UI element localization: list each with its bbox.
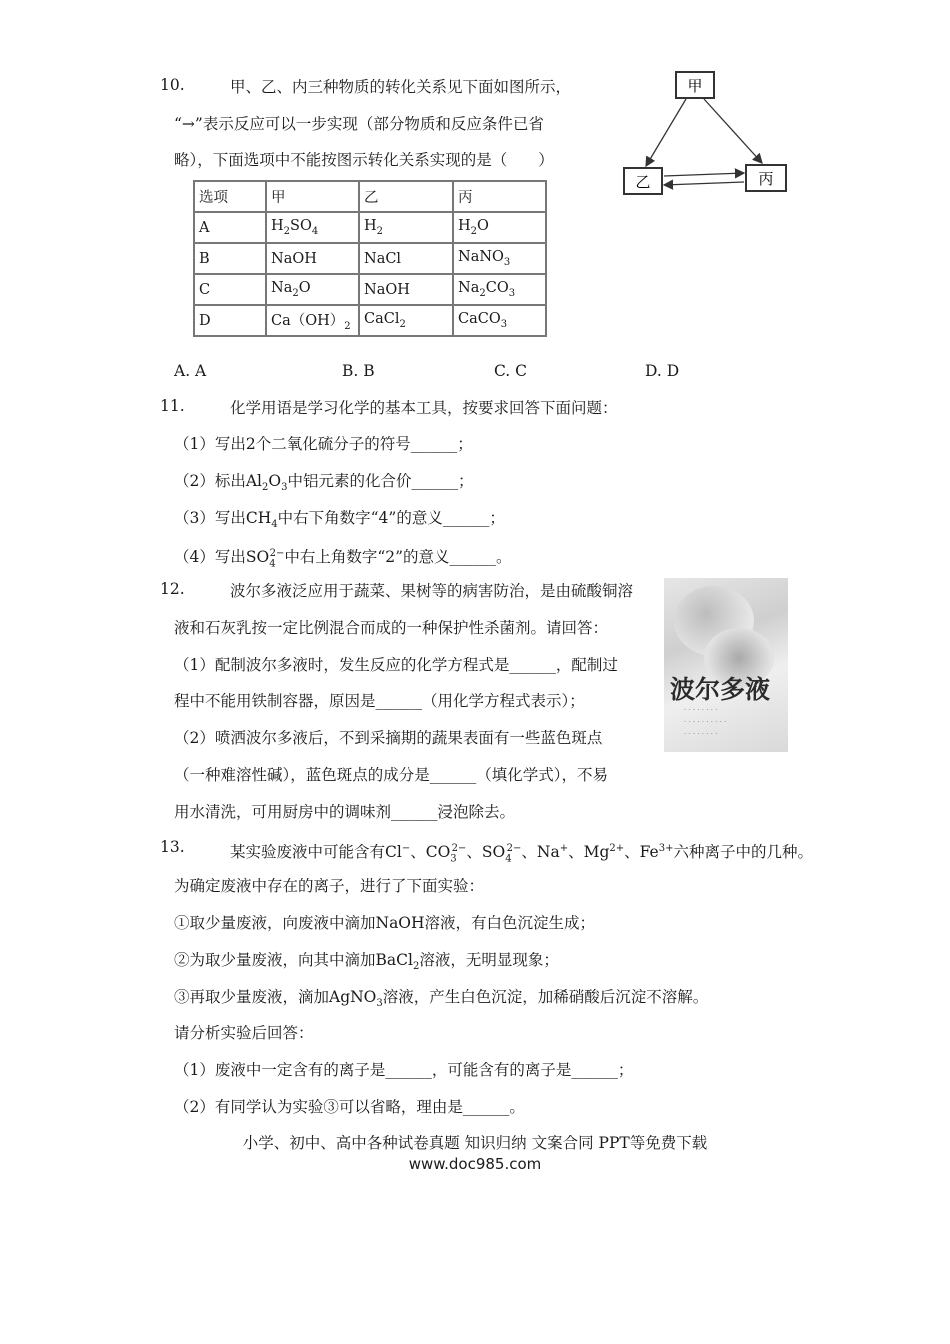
q10-line3: 略），下面选项中不能按图示转化关系实现的是（ ） [174,151,554,169]
choice-a: A. A [174,362,207,380]
table-cell-option: B [194,243,266,274]
q11-part2: （2）标出$Al_2O_3$中铝元素的化合价______； [174,472,474,494]
q11-number: 11. [160,397,185,415]
q13-prompt: 请分析实验后回答： [174,1024,314,1042]
q12-line4: 程中不能用铁制容器，原因是______（用化学方程式表示）； [174,692,585,710]
table-cell-option: C [194,274,266,305]
choice-b: B. B [342,362,375,380]
table-header-cell: 选项 [194,181,266,212]
table-cell-bing: CaCO$_3$ [453,305,546,336]
arrow-jia-to-yi [646,99,686,166]
table-cell-yi: NaOH [359,274,453,305]
q11-part4: （4）写出$SO_4^{2-}$中右上角数字“2”的意义______。 [174,548,512,570]
table-row [194,274,546,305]
q11-part3: （3）写出$CH_4$中右下角数字“4”的意义______； [174,509,505,531]
table-cell-bing: $Na_2CO_3$ [453,274,546,305]
bordeaux-mixture-photo: 波尔多液 · · · · · · · · · · · · · · · · · · · · · · · · · · [664,578,788,752]
table-cell-yi: $H_2$ [359,212,453,243]
footer-website[interactable]: www.doc985.com [408,1155,542,1173]
table-row [194,212,546,243]
table-header-row [194,181,546,212]
arrow-yi-to-bing [664,173,744,176]
table-cell-jia: $Na_2O$ [266,274,359,305]
q12-line2: 液和石灰乳按一定比例混合而成的一种保护性杀菌剂。请回答： [174,619,609,637]
footer-text: 小学、初中、高中各种试卷真题 知识归纳 文案合同 PPT等免费下载 [242,1134,708,1152]
table-cell-jia: $H_2SO_4$ [266,212,359,243]
table-cell-yi: NaCl [359,243,453,274]
table-cell-bing: $H_2O$ [453,212,546,243]
q13-answer2: （2）有同学认为实验③可以省略，理由是______。 [174,1098,525,1116]
table-cell-jia: NaOH [266,243,359,274]
options-table [193,180,547,337]
diagram-label-yi: 乙 [635,173,651,191]
q12-line7: 用水清洗，可用厨房中的调味剂______浸泡除去。 [174,803,516,821]
q12-number: 12. [160,580,185,598]
arrow-jia-to-bing [704,99,762,163]
q10-line1: 甲、乙、内三种物质的转化关系见下面如图所示， [230,78,572,96]
diagram-label-bing: 丙 [758,170,774,188]
q12-line6: （一种难溶性碱），蓝色斑点的成分是______（填化学式），不易 [174,766,609,784]
table-header-cell: 丙 [453,181,546,212]
q13-step3: ③再取少量废液，滴加AgNO$_3$溶液，产生白色沉淀，加稀硝酸后沉淀不溶解。 [174,988,709,1010]
q13-answer1: （1）废液中一定含有的离子是______，可能含有的离子是______； [174,1061,634,1079]
table-header-cell: 甲 [266,181,359,212]
table-cell-bing: NaNO$_3$ [453,243,546,274]
q13-number: 13. [160,838,185,856]
choice-c: C. C [494,362,528,380]
q13-step1: ①取少量废液，向废液中滴加NaOH溶液，有白色沉淀生成； [174,914,596,932]
table-row [194,305,546,336]
choice-d: D. D [645,362,680,380]
diagram-label-jia: 甲 [687,77,703,95]
q13-line2: 为确定废液中存在的离子，进行了下面实验： [174,877,485,895]
q11-part1: （1）写出2个二氧化硫分子的符号______； [174,435,473,453]
table-row [194,243,546,274]
q10-line2: “→”表示反应可以一步实现（部分物质和反应条件已省 [174,115,544,133]
transformation-diagram [616,68,796,198]
table-header-cell: 乙 [359,181,453,212]
table-cell-yi: CaCl$_2$ [359,305,453,336]
table-cell-option: D [194,305,266,336]
table-cell-jia: $Ca(OH)_2$ [266,305,359,336]
table-cell-option: A [194,212,266,243]
q13-line1: 某实验废液中可能含有Cl−、$CO_3^{2-}$、$SO_4^{2-}$、Na+、$Mg^{2+}$、$Fe^{3+}$六种离子中的几种。 [230,843,813,865]
q12-line3: （1）配制波尔多液时，发生反应的化学方程式是______，配制过 [174,656,618,674]
photo-title: 波尔多液 [670,675,771,704]
q10-number: 10. [160,76,185,94]
q11-intro: 化学用语是学习化学的基本工具，按要求回答下面问题： [230,399,618,417]
q12-line5: （2）喷洒波尔多液后，不到采摘期的蔬果表面有一些蓝色斑点 [174,729,603,747]
q12-line1: 波尔多液泛应用于蔬菜、果树等的病害防治，是由硫酸铜溶 [230,582,634,600]
arrow-bing-to-yi [664,182,744,185]
q13-step2: ②为取少量废液，向其中滴加BaCl$_2$溶液，无明显现象； [174,951,559,973]
